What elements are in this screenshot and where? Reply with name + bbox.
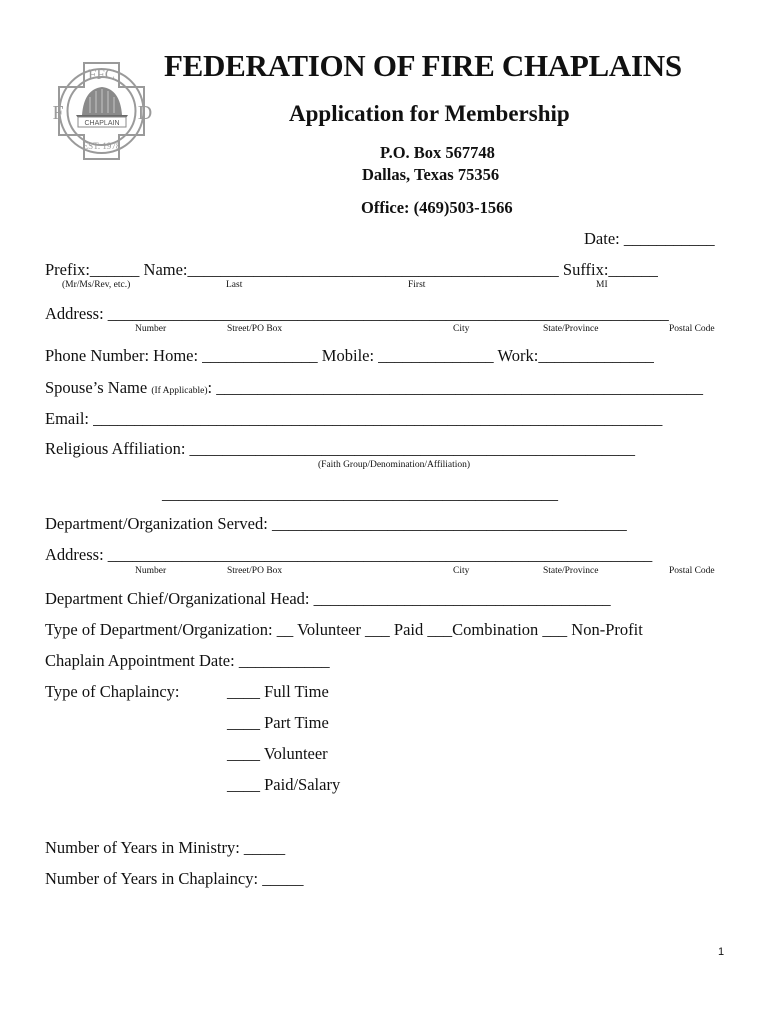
religious-hint: (Faith Group/Denomination/Affiliation) xyxy=(318,460,471,470)
name-field-line[interactable]: Prefix:______ Name:_____________________________________________ Suffix:______ xyxy=(45,260,658,279)
city-state: Dallas, Texas 75356 xyxy=(362,165,500,184)
page-number: 1 xyxy=(718,946,725,958)
address-field-line[interactable]: Address: ____________________________________________________________________ xyxy=(45,304,669,323)
dept-address-street-hint: Street/PO Box xyxy=(227,566,283,576)
helmet-icon xyxy=(76,87,128,121)
dept-address-postal-hint: Postal Code xyxy=(669,566,715,576)
phone-field-line[interactable]: Phone Number: Home: ______________ Mobile: ______________ Work:______________ xyxy=(45,346,654,365)
email-field-line[interactable]: Email: _____________________________________________________________________ xyxy=(45,409,663,428)
blank-field-line[interactable]: ________________________________________________ xyxy=(162,484,558,503)
dept-address-field-line[interactable]: Address: __________________________________________________________________ xyxy=(45,545,653,564)
mi-hint: MI xyxy=(596,280,608,290)
logo-banner: CHAPLAIN xyxy=(84,120,120,127)
spouse-hint: (If Applicable) xyxy=(151,386,208,396)
spouse-field-line[interactable] xyxy=(45,378,703,398)
first-name-hint: First xyxy=(408,280,426,290)
office-phone: Office: (469)503-1566 xyxy=(361,198,513,217)
dept-address-number-hint: Number xyxy=(135,566,167,576)
years-chaplaincy-field[interactable]: Number of Years in Chaplaincy: _____ xyxy=(45,869,304,888)
logo-left-letter: F xyxy=(52,102,64,124)
org-title: FEDERATION OF FIRE CHAPLAINS xyxy=(164,48,682,83)
prefix-hint: (Mr/Ms/Rev, etc.) xyxy=(62,280,131,290)
address-postal-hint: Postal Code xyxy=(669,324,715,334)
chief-field-line[interactable]: Department Chief/Organizational Head: ____________________________________ xyxy=(45,589,611,608)
logo-right-letter: D xyxy=(137,102,153,124)
last-name-hint: Last xyxy=(226,280,243,290)
chaplaincy-option-volunteer[interactable]: ____ Volunteer xyxy=(227,744,328,763)
form-subtitle: Application for Membership xyxy=(289,101,570,126)
address-state-hint: State/Province xyxy=(543,324,599,334)
chaplaincy-option-full-time[interactable]: ____ Full Time xyxy=(227,682,329,701)
spouse-blank[interactable]: : ___________________________________________________________ xyxy=(207,378,703,397)
date-field[interactable]: Date: ___________ xyxy=(584,229,715,248)
religious-field-line[interactable]: Religious Affiliation: ______________________________________________________ xyxy=(45,439,636,458)
chaplaincy-type-label: Type of Chaplaincy: xyxy=(45,682,180,701)
dept-type-field-line[interactable]: Type of Department/Organization: __ Volunteer ___ Paid ___Combination ___ Non-Profit xyxy=(45,620,643,639)
spouse-label: Spouse’s Name xyxy=(45,378,152,397)
chaplaincy-option-part-time[interactable]: ____ Part Time xyxy=(227,713,329,732)
chaplaincy-option-paid-salary[interactable]: ____ Paid/Salary xyxy=(227,775,341,794)
dept-address-state-hint: State/Province xyxy=(543,566,599,576)
address-city-hint: City xyxy=(453,324,470,334)
address-street-hint: Street/PO Box xyxy=(227,324,283,334)
department-field-line[interactable]: Department/Organization Served: ___________________________________________ xyxy=(45,514,627,533)
ffc-logo xyxy=(44,57,159,165)
logo-top-text: FFC xyxy=(88,67,115,83)
logo-est: EST. 1978 xyxy=(82,141,121,151)
years-ministry-field[interactable]: Number of Years in Ministry: _____ xyxy=(45,838,286,857)
address-number-hint: Number xyxy=(135,324,167,334)
po-box: P.O. Box 567748 xyxy=(380,143,495,162)
appointment-date-field[interactable]: Chaplain Appointment Date: ___________ xyxy=(45,651,330,670)
dept-address-city-hint: City xyxy=(453,566,470,576)
